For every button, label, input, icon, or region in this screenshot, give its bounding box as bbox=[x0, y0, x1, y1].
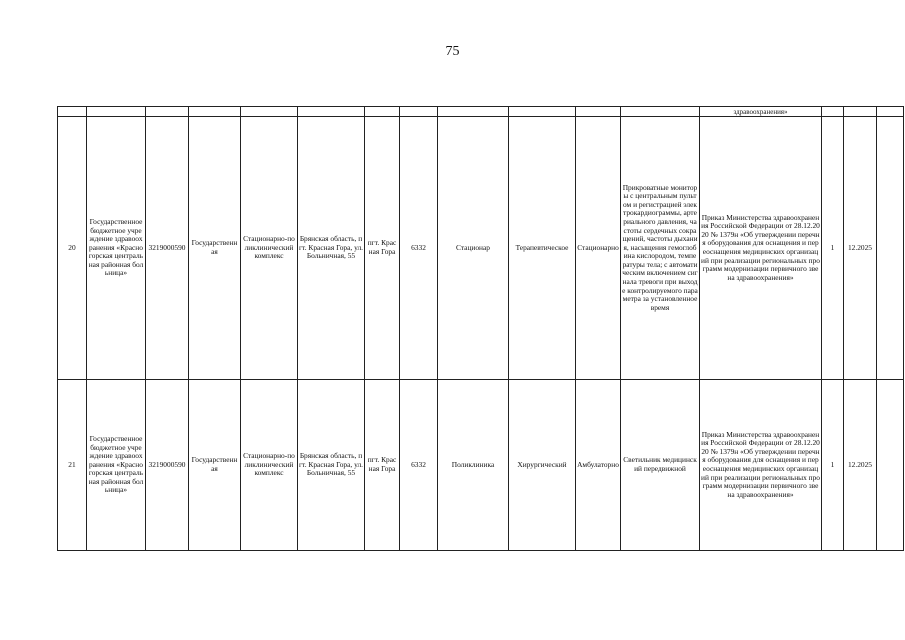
ownership-form: Государственная bbox=[189, 380, 241, 551]
unit: Поликлиника bbox=[438, 380, 509, 551]
oktmo-code: 6332 bbox=[400, 380, 438, 551]
organization-code: 3219000590 bbox=[146, 117, 189, 380]
table-cell bbox=[877, 117, 904, 380]
page-number: 75 bbox=[445, 44, 460, 59]
table-cell bbox=[877, 380, 904, 551]
continuation-text: здравоохранения» bbox=[700, 107, 822, 117]
organization-code: 3219000590 bbox=[146, 380, 189, 551]
legal-basis: Приказ Министерства здравоохранения Российской Федерации от 28.12.2020 № 1379н «Об утверждении перечня оборудования для оснащения и переоснащения медицинских организаций при реализации региональных программ модернизации первичного звена здравоохранения» bbox=[700, 117, 822, 380]
equipment-table bbox=[57, 106, 904, 551]
table-cell bbox=[877, 107, 904, 117]
table-cell bbox=[509, 107, 576, 117]
facility-type: Стационарно-поликлинический комплекс bbox=[241, 380, 298, 551]
facility-address: Брянская область, пгт. Красная Гора, ул. Больничная, 55 bbox=[298, 117, 365, 380]
table-cell bbox=[365, 107, 400, 117]
quantity: 1 bbox=[822, 380, 844, 551]
table-cell bbox=[438, 107, 509, 117]
equipment-name: Светильник медицинский передвижной bbox=[621, 380, 700, 551]
table-cell bbox=[400, 107, 438, 117]
table-cell bbox=[298, 107, 365, 117]
department: Терапевтическое bbox=[509, 117, 576, 380]
table-cell bbox=[87, 107, 146, 117]
oktmo-code: 6332 bbox=[400, 117, 438, 380]
table-cell bbox=[241, 107, 298, 117]
table-cell bbox=[822, 107, 844, 117]
facility-address: Брянская область, пгт. Красная Гора, ул. Больничная, 55 bbox=[298, 380, 365, 551]
equipment-name: Прикроватные мониторы с центральным пультом и регистрацией электрокардиограммы, артериального давления, частоты сердечных сокращений, частоты дыхания, насыщения гемоглобина кислородом, температуры тела; с автоматическим включением сигнала тревоги при выходе контролируемого параметра за установленное время bbox=[621, 117, 700, 380]
quantity: 1 bbox=[822, 117, 844, 380]
table-cell bbox=[58, 107, 87, 117]
table-row bbox=[58, 117, 904, 380]
organization-name: Государственное бюджетное учреждение здравоохранения «Красногорская центральная районная больница» bbox=[87, 117, 146, 380]
table-cell bbox=[146, 107, 189, 117]
organization-name: Государственное бюджетное учреждение здравоохранения «Красногорская центральная районная больница» bbox=[87, 380, 146, 551]
care-form: Стационарно bbox=[576, 117, 621, 380]
table-cell bbox=[844, 107, 877, 117]
table-cell bbox=[621, 107, 700, 117]
locality: пгт. Красная Гора bbox=[365, 117, 400, 380]
table-row bbox=[58, 380, 904, 551]
unit: Стационар bbox=[438, 117, 509, 380]
table-cell bbox=[189, 107, 241, 117]
department: Хирургический bbox=[509, 380, 576, 551]
delivery-date: 12.2025 bbox=[844, 380, 877, 551]
ownership-form: Государственная bbox=[189, 117, 241, 380]
facility-type: Стационарно-поликлинический комплекс bbox=[241, 117, 298, 380]
care-form: Амбулаторно bbox=[576, 380, 621, 551]
locality: пгт. Красная Гора bbox=[365, 380, 400, 551]
delivery-date: 12.2025 bbox=[844, 117, 877, 380]
continuation-row bbox=[58, 107, 904, 117]
row-number: 20 bbox=[58, 117, 87, 380]
table-cell bbox=[576, 107, 621, 117]
row-number: 21 bbox=[58, 380, 87, 551]
legal-basis: Приказ Министерства здравоохранения Российской Федерации от 28.12.2020 № 1379н «Об утверждении перечня оборудования для оснащения и переоснащения медицинских организаций при реализации региональных программ модернизации первичного звена здравоохранения» bbox=[700, 380, 822, 551]
